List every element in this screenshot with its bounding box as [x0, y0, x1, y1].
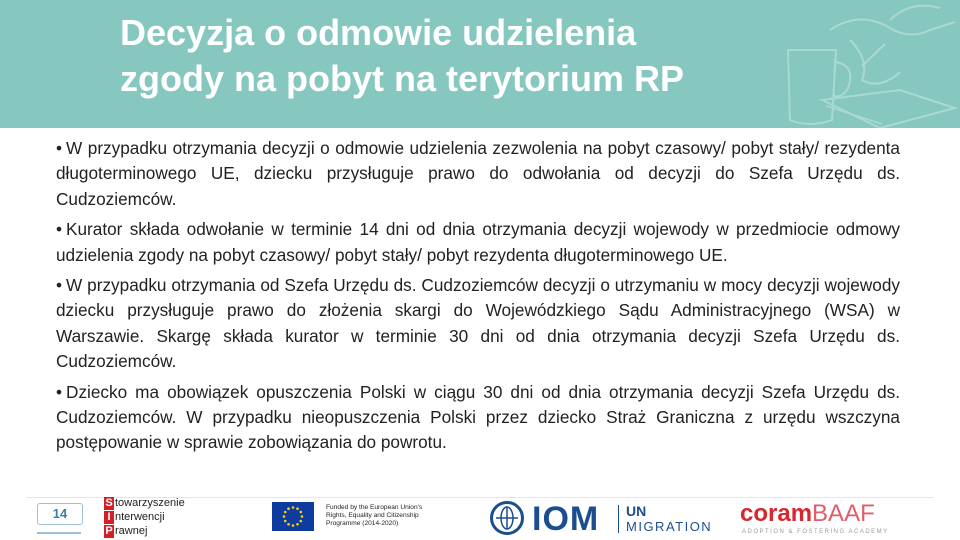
slide-body: [56, 136, 900, 461]
eu-stars-icon: [272, 502, 314, 531]
sip-letter: S: [105, 496, 113, 509]
title-line-2: zgody na pobyt na terytorium RP: [120, 58, 685, 99]
sip-letter: I: [104, 511, 114, 524]
bullet-item: [56, 380, 900, 456]
iom-migration-text: MIGRATION: [626, 519, 713, 534]
funding-statement: [326, 504, 456, 528]
bullet-marker: •: [56, 381, 63, 402]
bullet-text: Kurator składa odwołanie w terminie 14 dni od dnia otrzymania decyzji wojewody w przedmiocie odmowy udzielenia zgody na pobyt czasowy/ pobyt stały/ pobyt rezydenta długoterminowego UE.: [56, 219, 900, 265]
iom-un-text: UN: [626, 503, 647, 519]
slide-header: [0, 0, 960, 128]
iom-separator: [618, 505, 619, 533]
coram-baaf-logo: [740, 500, 890, 538]
funding-line: Programme (2014-2020): [326, 520, 399, 527]
sip-letter: P: [105, 524, 113, 537]
baaf-wordmark: BAAF: [812, 500, 875, 527]
bullet-item: [56, 136, 900, 212]
funding-line: Rights, Equality and Citizenship: [326, 512, 419, 519]
bullet-item: [56, 217, 900, 268]
coram-tagline: ADOPTION & FOSTERING ACADEMY: [742, 529, 889, 535]
bullet-text: W przypadku otrzymania decyzji o odmowie udzielenia zezwolenia na pobyt czasowy/ pobyt stały/ rezydenta długoterminowego UE, dziecku przysługuje prawo do odwołania od decyzji do Szefa Urzędu ds. Cudzoziemców.: [56, 138, 900, 209]
bullet-text: Dziecko ma obowiązek opuszczenia Polski w ciągu 30 dni od dnia otrzymania decyzji Szefa Urzędu ds. Cudzoziemców. W przypadku nieopuszczenia Polski przez dziecko Straż Graniczna z urzędu wszczyna postępowanie w sprawie zobowiązania do powrotu.: [56, 381, 900, 453]
sip-word: towarzyszenie: [115, 496, 185, 509]
eu-flag-icon: [272, 502, 314, 531]
sip-word: rawnej: [115, 524, 148, 537]
sip-word: nterwencji: [115, 510, 165, 523]
coram-wordmark: coram: [740, 500, 813, 527]
bullet-marker: •: [56, 275, 63, 296]
slide-title: [120, 10, 760, 102]
iom-logo: [490, 501, 740, 537]
bullet-text: W przypadku otrzymania od Szefa Urzędu ds. Cudzoziemców decyzji o utrzymaniu w mocy decyzji wojewody dziecku przysługuje prawo do złożenia skargi do Wojewódzkiego Sądu Administracyjnego (WSA) w Warszawie. Skargę składa kurator w terminie 30 dni od dnia otrzymania decyzji Szefa Urzędu ds. Cudzoziemców.: [56, 275, 900, 372]
iom-wordmark: IOM: [532, 500, 600, 538]
bullet-marker: •: [56, 219, 63, 240]
page-number-underline: [37, 532, 81, 534]
sip-logo: [104, 496, 194, 538]
funding-line: Funded by the European Union's: [326, 504, 423, 511]
globe-icon: [490, 501, 524, 535]
page-number: 14: [37, 503, 83, 525]
bullet-item: [56, 273, 900, 375]
bullet-marker: •: [56, 138, 63, 158]
title-line-1: Decyzja o odmowie udzielenia: [120, 12, 637, 53]
